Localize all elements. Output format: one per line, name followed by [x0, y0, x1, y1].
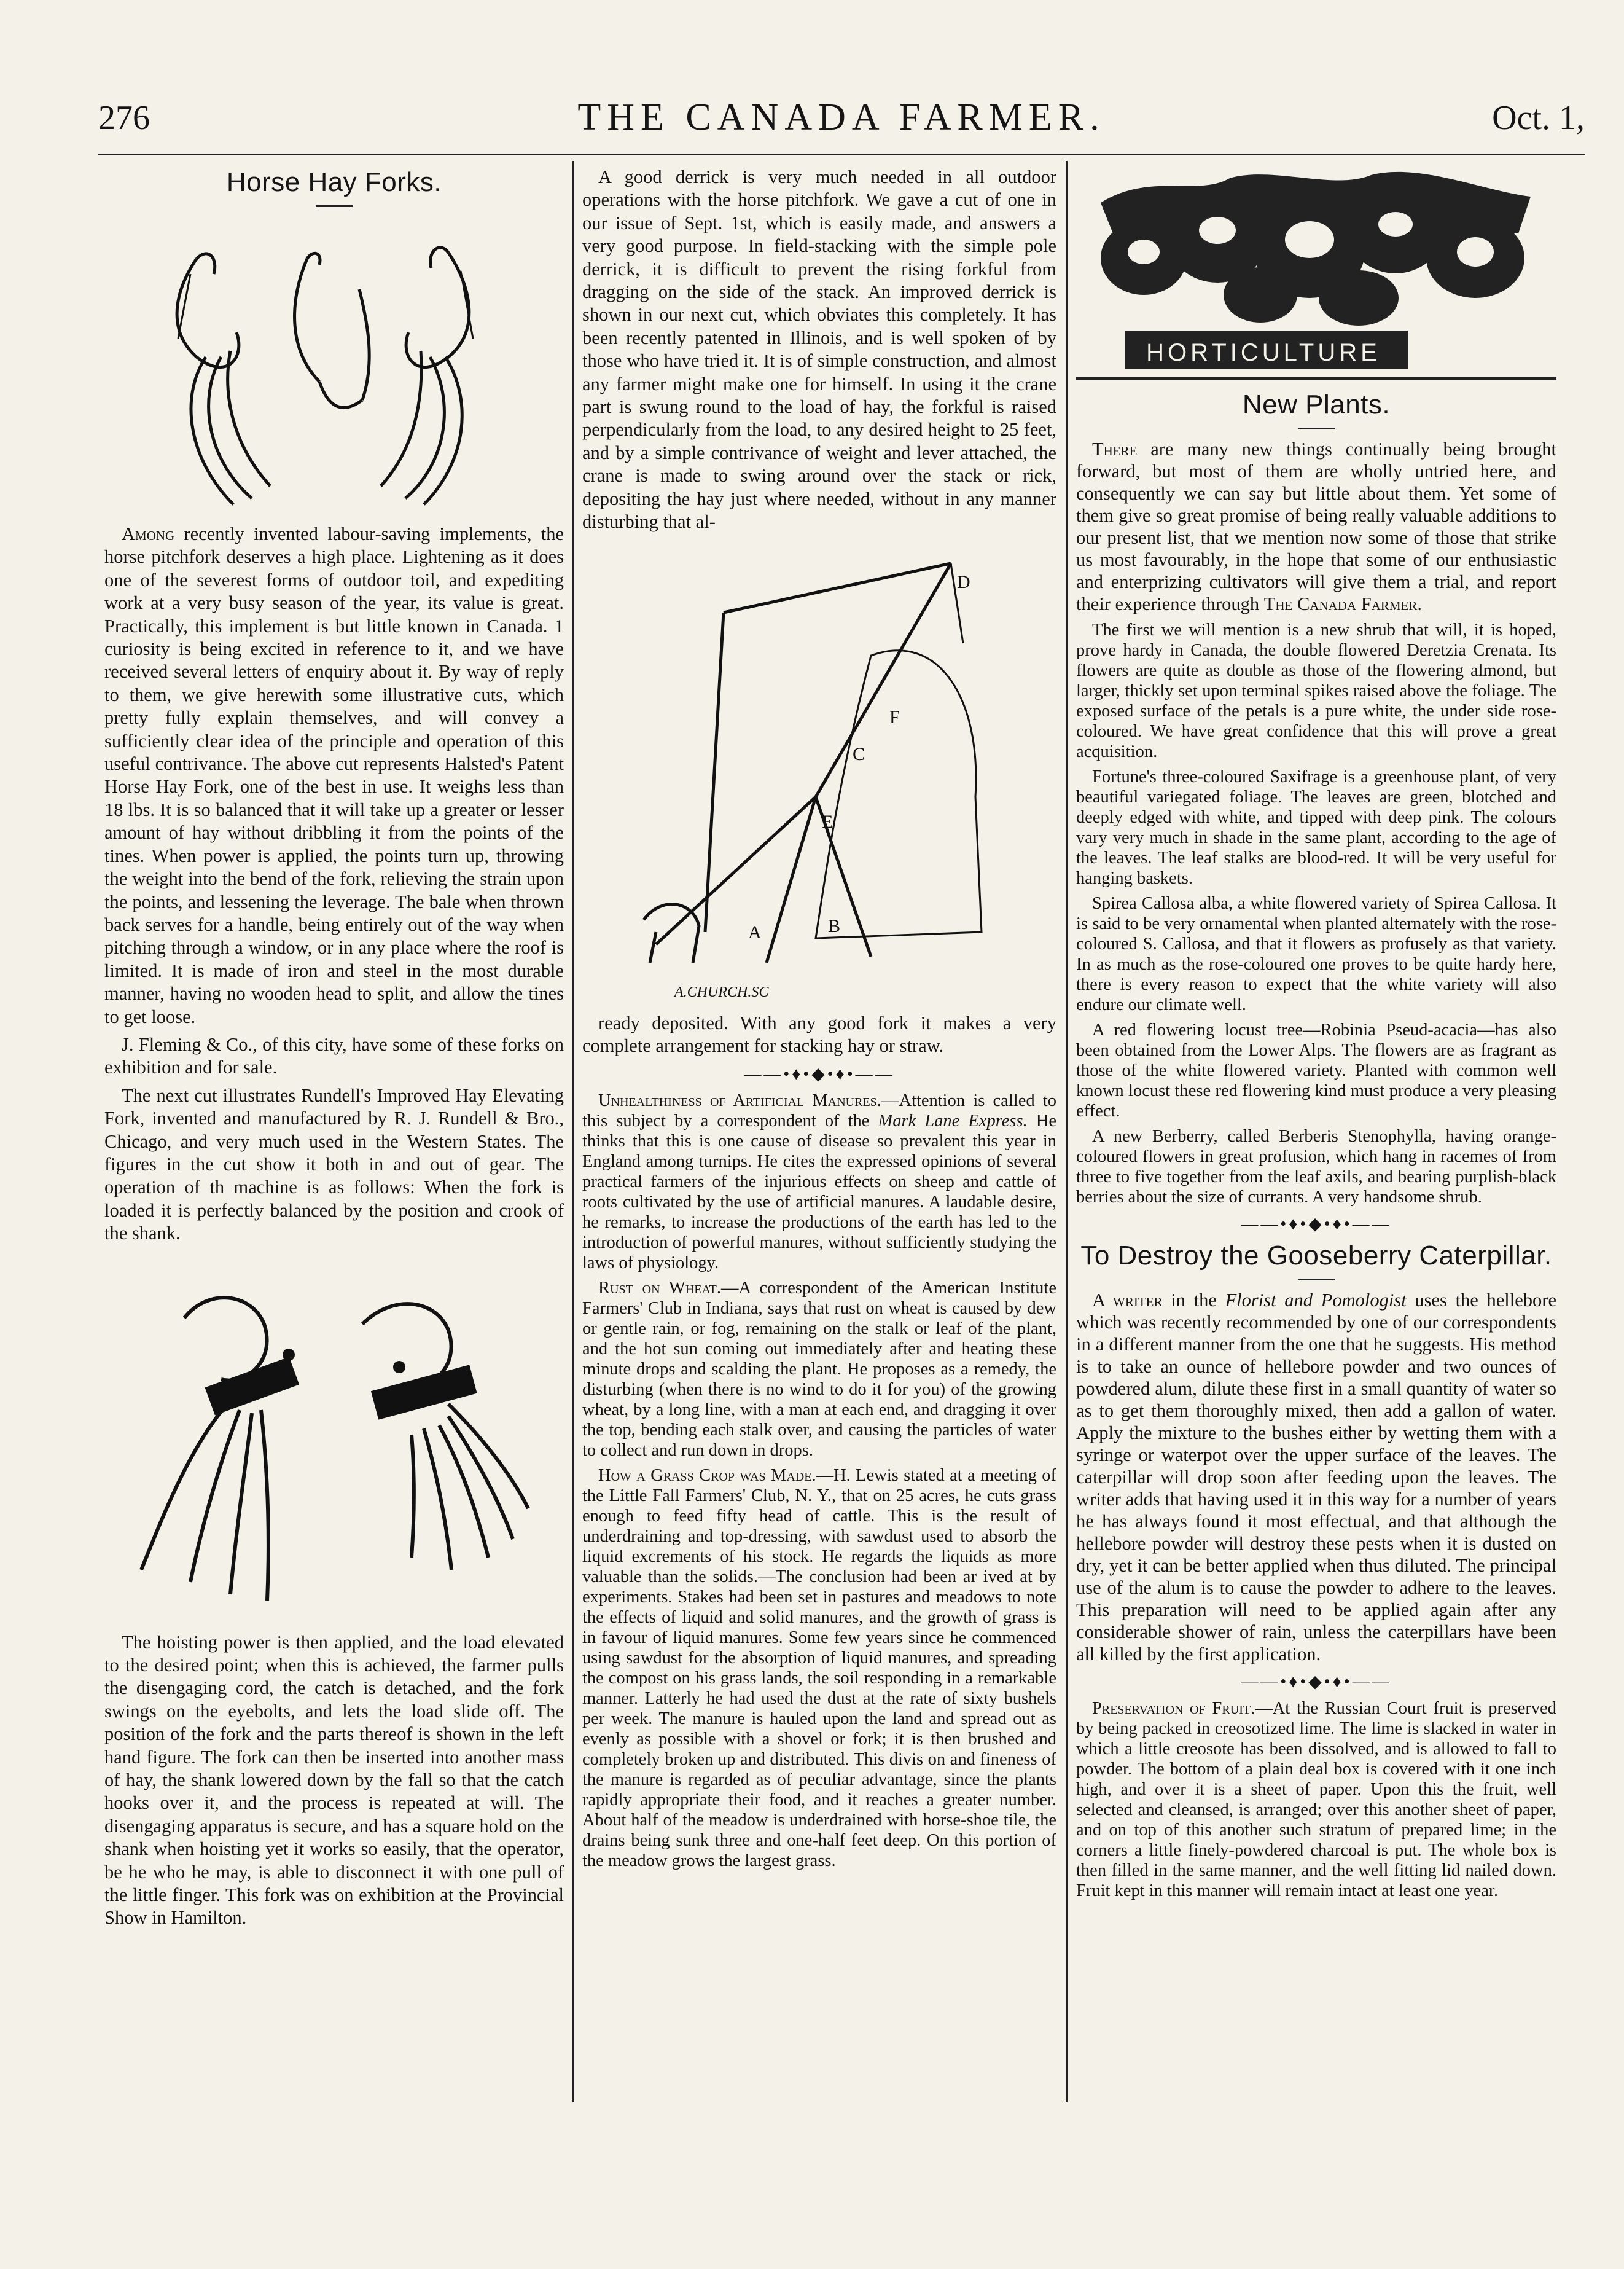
publication-name: Florist and Pomologist: [1225, 1290, 1407, 1311]
issue-date: Oct. 1,: [1492, 99, 1585, 137]
newspaper-title: THE CANADA FARMER.: [577, 96, 1106, 138]
paragraph-lead: Rust on Wheat.: [598, 1279, 722, 1298]
article-paragraph: [1076, 1289, 1556, 1665]
paragraph-text: —H. Lewis stated at a meeting of the Little Fall Farmers' Club, N. Y., that on 25 acres, he cuts grass enough to feed fifty head of cattle. This is the result of underdraining and top-dressing, with sawdust used to absorb the liquid excrements of his stock. He regards the liquids as more valuable than the solids.—The conclusion had been ar ived at by experiments. Stakes had been set in pastures and meadows to note the effects of liquid and solid manures, and the growth of grass is in favour of liquid manures. Some few years since he commenced using sawdust for the absorption of liquid manures, and spreading the compost on his grass lands, the soil responding in a remarkable manner. Latterly he had used the dust at the rate of sixty bushels per week. The manure is hauled upon the land and spread out as evenly as possible with a shovel or fork; it is then brushed and completely broken up and distributed. This divis on and fineness of the manure is regarded as of peculiar advantage, since the plants rapidly appropriate their food, and it reaches a greater number. About half of the meadow is underdrained with horse-shoe tile, the drains being sunk three and one-half feet deep. On this portion of the meadow grows the largest grass.: [582, 1466, 1056, 1871]
rundell-fork-illustration: [104, 1250, 564, 1631]
article-paragraph: A new Berberry, called Berberis Stenophylla, having orange-coloured flowers in great profusion, which hang in racemes of from three to five together from the leaf axils, and bearing purplish-black berries about the size of currants. A very handsome shrub.: [1076, 1127, 1556, 1207]
article-heading: Horse Hay Forks.: [226, 167, 442, 197]
masthead-rule: [98, 154, 1585, 155]
section-ornament: ——•♦•◆•♦•——: [1241, 1215, 1392, 1234]
article-paragraph: [582, 1091, 1056, 1273]
paragraph-lead: Preservation of Fruit.: [1092, 1699, 1255, 1718]
article-paragraph: [1076, 438, 1556, 615]
article-paragraph: [582, 1465, 1056, 1871]
section-ornament: ——•♦•◆•♦•——: [1241, 1672, 1392, 1691]
paragraph-text: are many new things continually being brought forward, but most of them are wholly untried here, and consequently we can say but little about them. Yet some of them give so great promise of being really valuable additions to our present list, that we mention now some of those that strike us most favourably, in the hope that some of our enthusiastic and enterprizing cultivators will give them a trial, and report their experience through: [1076, 439, 1556, 614]
article-paragraph: Fortune's three-coloured Saxifrage is a greenhouse plant, of very beautiful variegated foliage. The leaves are green, blotched and deeply edged with white, and tipped with deep pink. The colours vary very much in shade in the same plant, according to the age of the leaves. The leaf stalks are blood-red. It will be very useful for hanging baskets.: [1076, 767, 1556, 888]
section-ornament: ——•♦•◆•♦•——: [744, 1065, 895, 1084]
article-paragraph: The first we will mention is a new shrub that will, it is hoped, prove hardy in Canada, the double flowered Deretzia Crenata. Its flowers are quite as double as those of the flowering almond, but larger, thickly set upon terminal spikes raised above the foliage. The exposed surface of the petals is a pure white, the under side rose-coloured. We have great confidence that this will prove a great acquisition.: [1076, 621, 1556, 761]
article-paragraph: Spirea Callosa alba, a white flowered variety of Spirea Callosa. It is said to be very ornamental when planted alternately with the rose-coloured S. Callosa, and that it flowers as profusely as that variety. In as much as the rose-coloured one proves to be quite hardy here, there is every reason to expect that the white variety will also endure our climate well.: [1076, 894, 1556, 1014]
heading-rule: [1298, 428, 1335, 429]
paragraph-text: in the: [1162, 1290, 1225, 1311]
heading-rule: [316, 205, 353, 207]
article-paragraph: ready deposited. With any good fork it makes a very complete arrangement for stacking hay or straw.: [582, 1012, 1056, 1056]
article-paragraph: [104, 523, 564, 1029]
article-paragraph: The next cut illustrates Rundell's Improved Hay Elevating Fork, invented and manufactured by R. J. Rundell & Bro., Chicago, and very much used in the Western States. The figures in the cut show it both in and out of gear. The operation of th machine is as follows: When the fork is loaded it is perfectly balanced by the position and crook of the shank.: [104, 1084, 564, 1244]
article-paragraph: [582, 1278, 1056, 1460]
label-d: D: [957, 571, 970, 592]
masthead: [98, 92, 1585, 147]
engraver-signature: A.CHURCH.SC: [674, 984, 769, 1000]
paragraph-text: uses the hellebore which was recently recommended by one of our correspondents in a different manner from the one that he suggests. His method is to take an ounce of hellebore powder and two ounces of powdered alum, dilute these first in a small quantity of water so as to get them thoroughly mixed, then add a gallon of water. Apply the mixture to the bushes either by wetting them with a syringe or waterpot over the upper surface of the leaves. The caterpillar will drop soon after feeding upon the leaves. The writer adds that having used it in this way for a number of years he has always found it most effectual, and that although the hellebore powder will destroy these pests when it is dusted on dry, yet it can be better applied when thus diluted. The principal use of the alum is to cause the powder to adhere to the leaves. This preparation will need to be applied again after any considerable shower of rain, unless the caterpillars have been all killed by the first application.: [1076, 1290, 1556, 1664]
derrick-illustration: [582, 539, 1056, 1012]
article-paragraph: J. Fleming & Co., of this city, have some of these forks on exhibition and for sale.: [104, 1033, 564, 1078]
lead-word: There: [1092, 439, 1138, 460]
paragraph-lead: Unhealthiness of Artificial Manures.: [598, 1091, 881, 1111]
paragraph-text: —Attention is called to this subject by a correspondent of the: [582, 1091, 1056, 1131]
article-paragraph: The hoisting power is then applied, and the load elevated to the desired point; when this is achieved, the farmer pulls the disengaging cord, the catch is detached, and the fork swings on the eyebolts, and lets the load slide off. The position of the fork and the parts thereof is shown in the left hand figure. The fork can then be inserted into another mass of hay, the shank lowered down by the fall so that the catch hooks over it, and the process is repeated at will. The disengaging apparatus is secure, and has a square hold on the shank when hoisting yet it works so easily, that the operator, be he who he may, is able to disconnect it with one pull of the little finger. This fork was on exhibition at the Provincial Show in Hamilton.: [104, 1631, 564, 1929]
paragraph-lead: How a Grass Crop was Made.: [598, 1466, 816, 1486]
article-paragraph: A good derrick is very much needed in all outdoor operations with the horse pitchfork. We gave a cut of one in our issue of Sept. 1st, which is easily made, and answers a very good purpose. In field-stacking with the simple pole derrick, it is difficult to prevent the rising forkful from dragging on the side of the stack. An improved derrick is shown in our next cut, which obviates this completely. It has been recently patented in Illinois, and is well spoken of by those who have tried it. It is of simple construction, and almost any farmer might make one for himself. In using it the crane part is swung round to the load of hay, the forkful is raised perpendicularly from the load, to any desired height to 25 feet, and by a simple contrivance of weight and lever attached, the crane is made to swing around over the stack or rick, depositing the hay just where needed, without in any manner disturbing that al-: [582, 167, 1056, 533]
paragraph-text: —A correspondent of the American Institute Farmers' Club in Indiana, says that rust on wheat is caused by dew or gentle rain, or fog, remaining on the stalk or leaf of the plant, and the hot sun coming out immediately after and heating these minute drops and scalding the plant. He proposes as a remedy, the disturbing (when there is no wind to do it for you) of the growing wheat, by a long line, with a man at each end, and dragging it over the top, bending each stalk over, and causing the particles of water to collect and run down in drops.: [582, 1279, 1056, 1460]
label-c: C: [853, 743, 865, 764]
halsted-fork-illustration: [104, 216, 564, 523]
column-3: [1076, 166, 1556, 1906]
publication-name: The Canada Farmer.: [1263, 594, 1423, 614]
column-divider: [572, 161, 574, 2102]
column-divider: [1066, 161, 1068, 2102]
lead-word: A writer: [1092, 1290, 1163, 1311]
label-b: B: [828, 915, 841, 936]
lead-word: Among: [122, 523, 175, 544]
paragraph-text: recently invented labour-saving implements, the horse pitchfork deserves a high place. Lightening as it does one of the severest forms of outdoor toil, and expediting work at a very busy season of the year, its value is great. Practically, this implement is but little known in Canada. 1 curiosity is being excited in reference to it, and we have received several letters of enquiry about it. By way of reply to them, we give herewith some illustrative cuts, which pretty fully explain themselves, and will convey a sufficiently clear idea of the principle and operation of this useful contrivance. The above cut represents Halsted's Patent Horse Hay Fork, one of the best in use. It weighs less than 18 lbs. It is so balanced that it will take up a greater or lesser amount of hay without dribbling it from the points of the tines. When power is applied, the points turn up, throwing the weight into the bend of the fork, relieving the strain upon the points, and lessening the leverage. The bale when thrown back serves for a handle, being entirely out of the way when pitching through a window, or in any place where the roof is limited. It is made of iron and steel in the most durable manner, having no wooden head to split, and allow the tines to get loose.: [104, 523, 564, 1027]
article-paragraph: [1076, 1698, 1556, 1901]
label-e: E: [822, 811, 833, 832]
label-a: A: [748, 922, 762, 942]
horticulture-banner: [1076, 166, 1556, 381]
publication-name: Mark Lane Express.: [878, 1111, 1028, 1131]
article-heading: To Destroy the Gooseberry Caterpillar.: [1080, 1240, 1552, 1271]
label-f: F: [889, 707, 900, 727]
article-paragraph: A red flowering locust tree—Robinia Pseud-acacia—has also been obtained from the Lower Alps. The flowers are as fragrant as those of the white flowered variety. Planted with common well known locust these red flowering kind must produce a very pleasing effect.: [1076, 1021, 1556, 1121]
paragraph-text: —At the Russian Court fruit is preserved by being packed in creosotized lime. The lime is slacked in water in which a little creosote has been dissolved, and is allowed to fall to powder. The bottom of a plain deal box is covered with it one inch high, and over it is a sheet of paper. Upon this the fruit, well selected and cleansed, is arranged; over this another sheet of paper, and on top of this another such stratum of prepared lime; in the corners a little finely-powdered charcoal is put. The whole box is then filled in the same manner, and the well fitting lid nailed down. Fruit kept in this manner will remain intact at least one year.: [1076, 1699, 1556, 1900]
horticulture-label: HORTICULTURE: [1146, 339, 1381, 366]
column-2: [582, 166, 1056, 1876]
paragraph-text: He thinks that this is one cause of disease so prevalent this year in England among turnips. He cites the expressed opinions of several practical farmers of the injurious effects on sheep and cattle of roots cultivated by the use of artificial manures. A laudable desire, he remarks, to increase the productions of the earth has led to the introduction of powerful manures, without sufficiently studying the laws of physiology.: [582, 1111, 1057, 1273]
article-heading: New Plants.: [1242, 390, 1391, 420]
page-number: 276: [98, 99, 150, 137]
column-1: [104, 166, 564, 1935]
heading-rule: [1298, 1279, 1335, 1280]
